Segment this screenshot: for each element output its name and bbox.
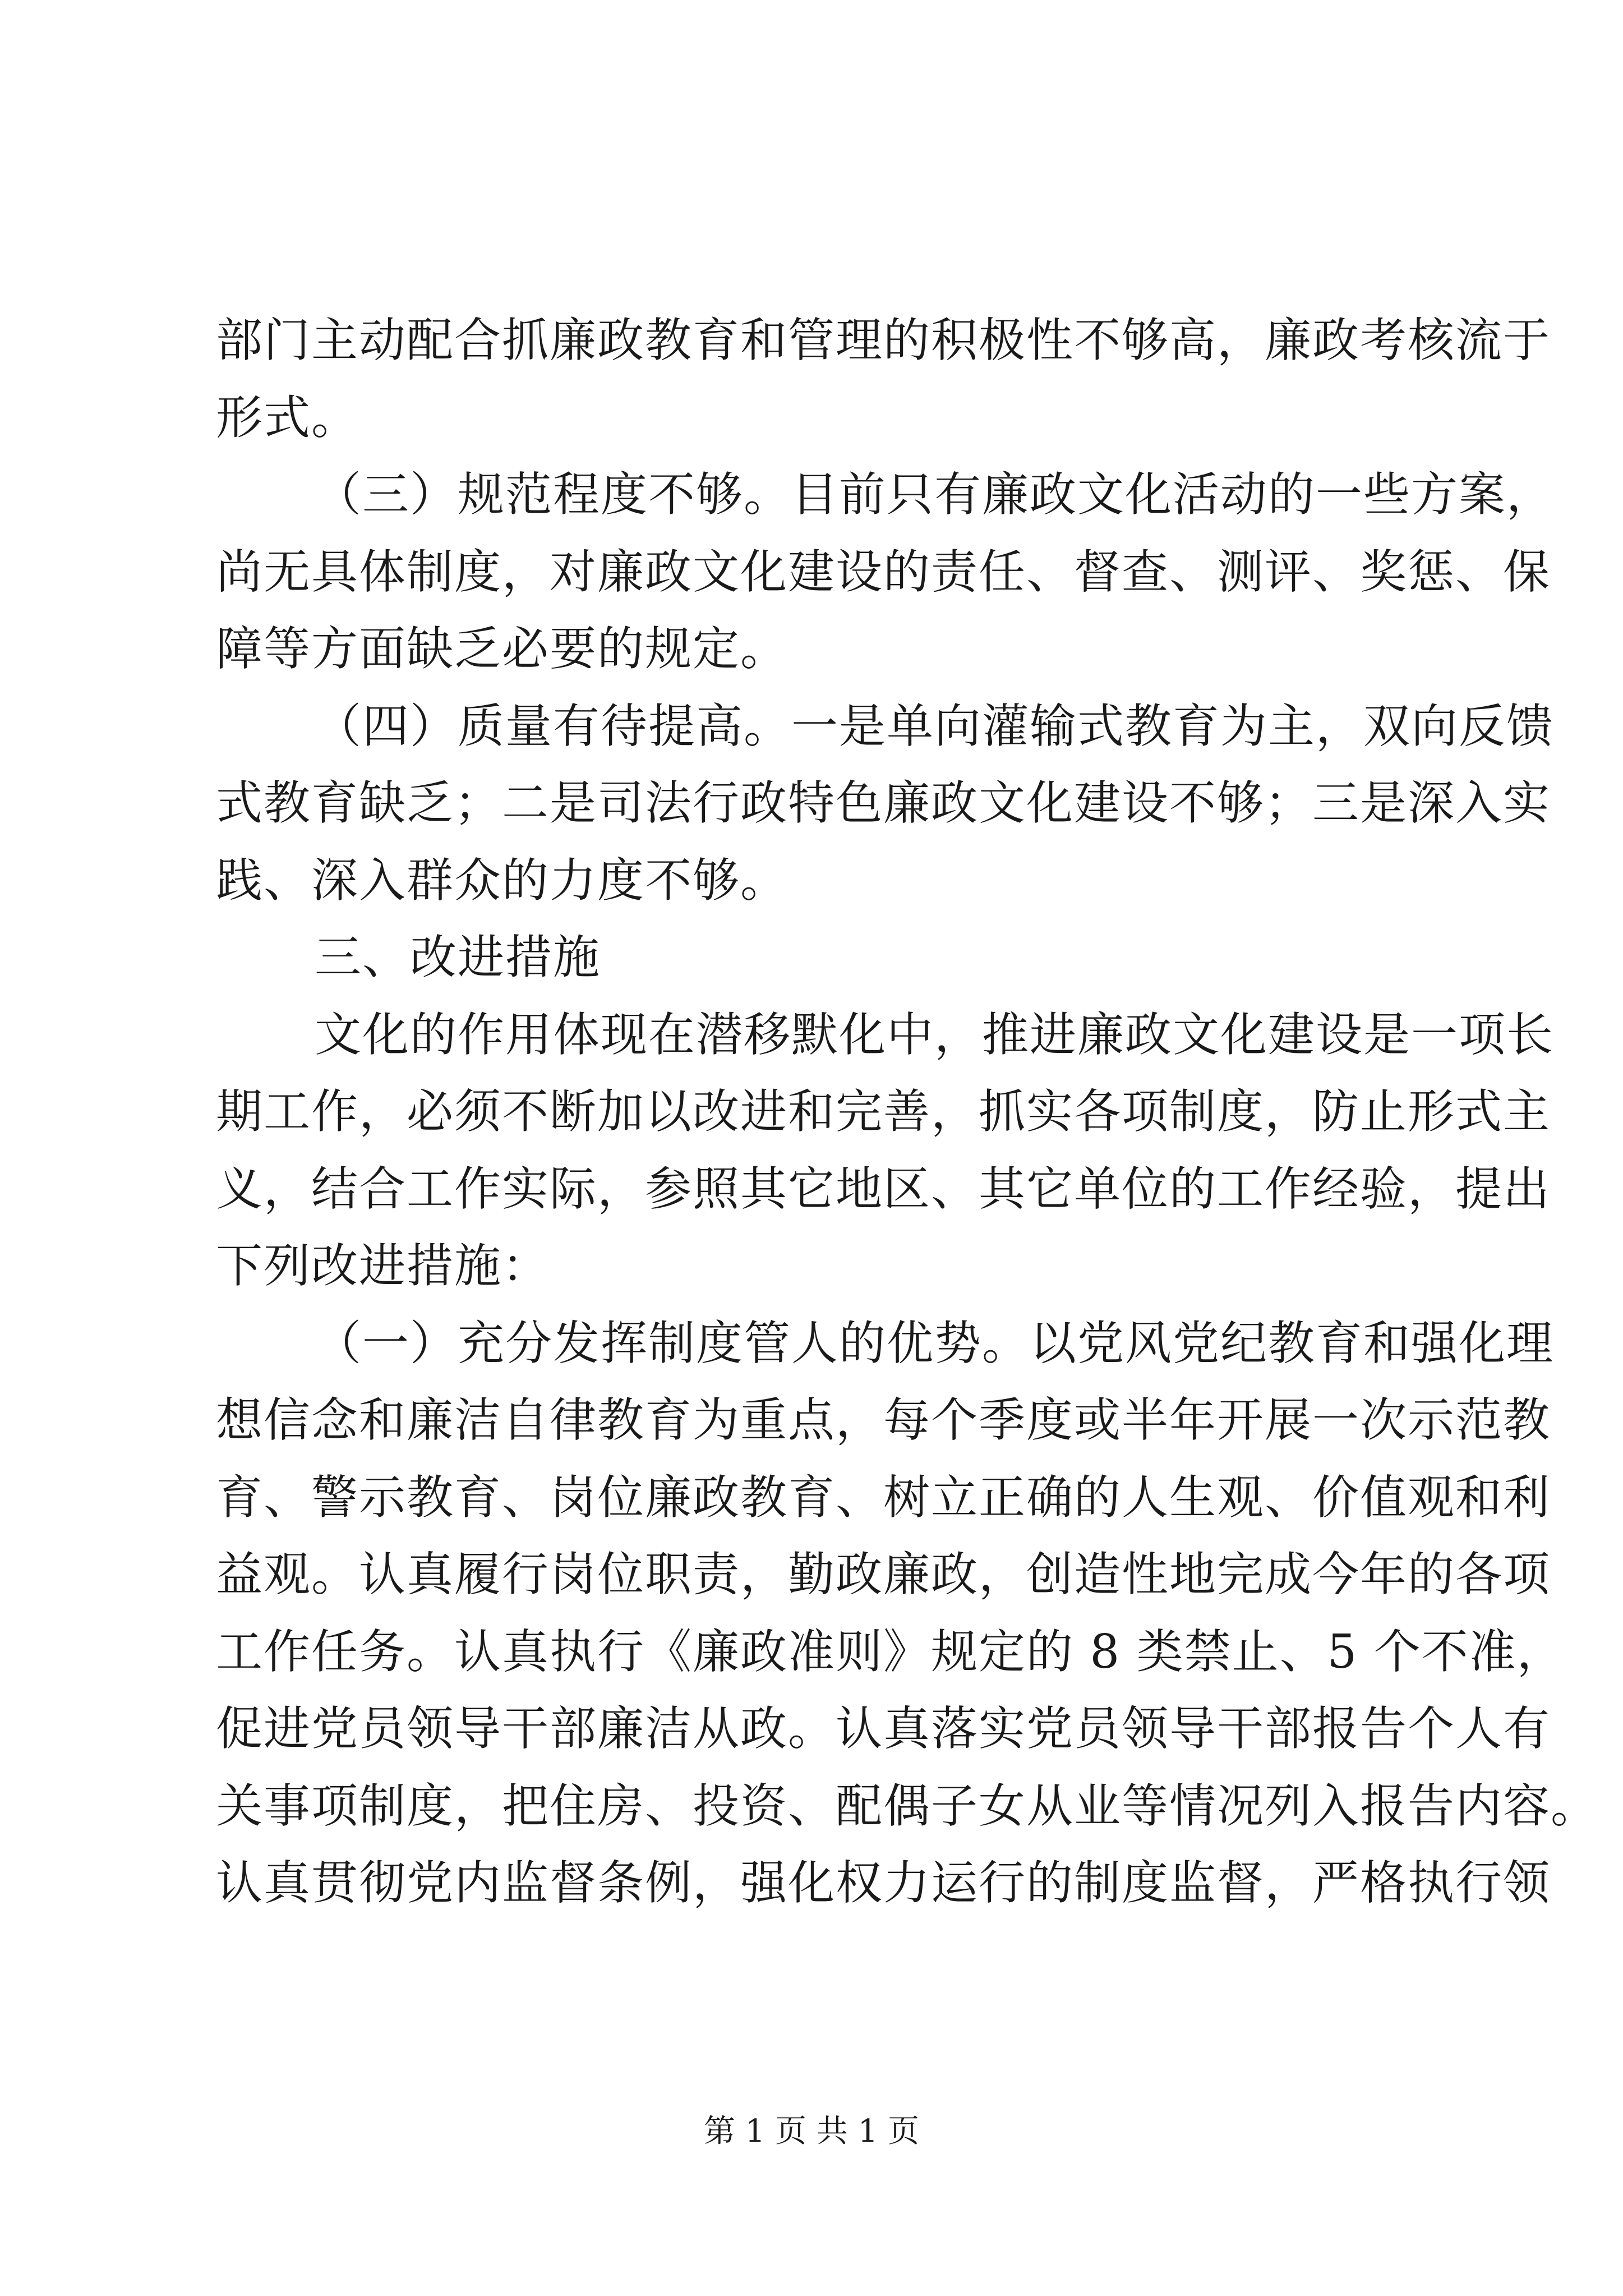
text-line: 想信念和廉洁自律教育为重点，每个季度或半年开展一次示范教 — [216, 1393, 1551, 1447]
text-line: 关事项制度，把住房、投资、配偶子女从业等情况列入报告内容。 — [216, 1778, 1598, 1833]
text-line: 工作任务。认真执行《廉政准则》规定的 8 类禁止、5 个不准， — [216, 1624, 1565, 1679]
text-line: 障等方面缺乏必要的规定。 — [216, 622, 788, 676]
text-line: 促进党员领导干部廉洁从政。认真落实党员领导干部报告个人有 — [216, 1701, 1551, 1756]
text-line: 式教育缺乏；二是司法行政特色廉政文化建设不够；三是深入实 — [216, 776, 1551, 830]
text-line: 形式。 — [216, 390, 359, 445]
text-line: 部门主动配合抓廉政教育和管理的积极性不够高，廉政考核流于 — [216, 313, 1551, 367]
page-number-label: 第 1 页 共 1 页 — [703, 2113, 920, 2150]
page-footer — [0, 2112, 1623, 2151]
text-line: 义，结合工作实际，参照其它地区、其它单位的工作经验，提出 — [216, 1161, 1551, 1216]
paragraph-first-line: 文化的作用体现在潜移默化中，推进廉政文化建设是一项长 — [315, 1007, 1554, 1062]
text-line: 育、警示教育、岗位廉政教育、树立正确的人生观、价值观和利 — [216, 1470, 1551, 1525]
text-line: 认真贯彻党内监督条例，强化权力运行的制度监督，严格执行领 — [216, 1856, 1551, 1910]
section-heading-line: （四）质量有待提高。一是单向灌输式教育为主，双向反馈 — [315, 698, 1554, 753]
text-line: 践、深入群众的力度不够。 — [216, 853, 788, 908]
document-body — [216, 302, 1598, 1922]
section-heading-line: （三）规范程度不够。目前只有廉政文化活动的一些方案， — [315, 467, 1554, 522]
section-title: 三、改进措施 — [315, 930, 601, 984]
text-line: 益观。认真履行岗位职责，勤政廉政，创造性地完成今年的各项 — [216, 1547, 1551, 1602]
text-line: 下列改进措施： — [216, 1239, 550, 1293]
text-line: 期工作，必须不断加以改进和完善，抓实各项制度，防止形式主 — [216, 1084, 1551, 1139]
text-line: 尚无具体制度，对廉政文化建设的责任、督查、测评、奖惩、保 — [216, 544, 1551, 599]
section-heading-line: （一）充分发挥制度管人的优势。以党风党纪教育和强化理 — [315, 1315, 1554, 1370]
